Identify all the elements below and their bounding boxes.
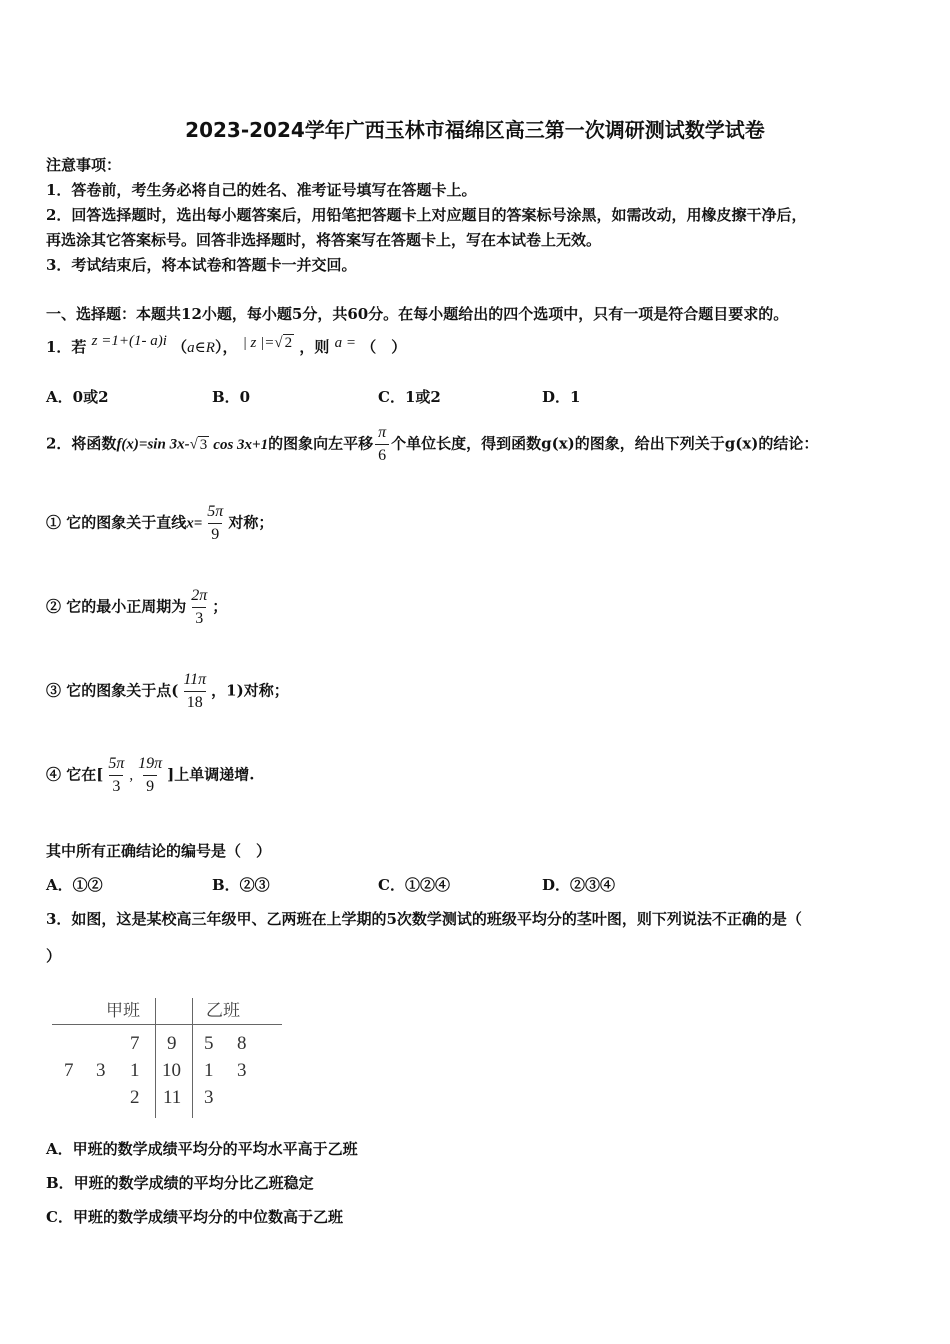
q2-s4-fraction-2: $\frac{19\pi}{9}$ xyxy=(138,755,163,795)
question-2 xyxy=(46,424,818,465)
q2-option-b: B．②③ xyxy=(212,876,270,894)
q2-statement-1: ① 它的图象关于直线x= $\frac{5\pi}{9}$ 对称； xyxy=(46,503,274,543)
q2-s4-fraction-1: $\frac{5\pi}{3}$ xyxy=(108,755,125,795)
q2-ask: 其中所有正确结论的编号是（ ） xyxy=(46,842,272,860)
leaf-right: 8 xyxy=(237,1033,247,1054)
question-1 xyxy=(46,333,407,357)
q2-rest: 个单位长度，得到函数g(x)的图象，给出下列关于g(x)的结论： xyxy=(391,434,819,453)
q1-expression: z =1+(1- a)i xyxy=(91,333,167,349)
q2-shift-fraction: $\frac{\pi}{6}$ xyxy=(375,424,389,465)
q2-function: f(x)=sin 3x- xyxy=(116,436,190,453)
q2-s2-fraction: $\frac{2\pi}{3}$ xyxy=(191,587,208,627)
stemleaf-header-rule xyxy=(52,1024,282,1025)
q3-option-a: A．甲班的数学成绩平均分的平均水平高于乙班 xyxy=(46,1140,358,1158)
q3-text-line-1: 3．如图，这是某校高三年级甲、乙两班在上学期的5次数学测试的班级平均分的茎叶图，则下列说法不正确的是（ xyxy=(46,910,802,928)
stem-leaf-plot xyxy=(50,990,290,1120)
q2-statement-2: ② 它的最小正周期为 $\frac{2\pi}{3}$ ； xyxy=(46,587,228,627)
q3-option-b: B．甲班的数学成绩的平均分比乙班稳定 xyxy=(46,1174,314,1192)
notice-item-2: 2．回答选择题时，选出每小题答案后，用铅笔把答题卡上对应题目的答案标号涂黑，如需改动，用橡皮擦干净后， xyxy=(46,206,807,224)
q1-condition: a∈R xyxy=(187,340,215,356)
stemleaf-divider-left xyxy=(155,998,156,1118)
q3-option-c: C．甲班的数学成绩平均分的中位数高于乙班 xyxy=(46,1208,343,1226)
stemleaf-left-header: 甲班 xyxy=(106,1001,140,1021)
notice-heading: 注意事项： xyxy=(46,156,122,174)
stemleaf-divider-right xyxy=(192,998,193,1118)
leaf-left: 7 xyxy=(64,1060,74,1081)
q2-option-a: A．①② xyxy=(46,876,103,894)
q2-function-rest: cos 3x+1 xyxy=(213,436,269,453)
section-heading: 一、选择题：本题共12小题，每小题5分，共60分。在每小题给出的四个选项中，只有一项是符合题目要求的。 xyxy=(46,305,789,323)
page-title: 2023-2024学年广西玉林市福绵区高三第一次调研测试数学试卷 xyxy=(185,118,765,142)
q1-option-d: D．1 xyxy=(542,388,581,406)
stem-value: 9 xyxy=(167,1033,177,1054)
q2-s3-fraction: $\frac{11\pi}{18}$ xyxy=(183,671,207,711)
q1-prefix: 1．若 xyxy=(46,338,87,356)
q2-s1-fraction: $\frac{5\pi}{9}$ xyxy=(207,503,224,543)
q3-text-line-2: ） xyxy=(46,947,62,965)
leaf-right: 3 xyxy=(204,1087,214,1108)
q1-option-b: B．0 xyxy=(212,388,251,406)
leaf-left: 2 xyxy=(130,1087,140,1108)
q1-option-c: C．1或2 xyxy=(378,388,441,406)
q2-statement-3: ③ 它的图象关于点( $\frac{11\pi}{18}$ ，1)对称； xyxy=(46,671,289,711)
stem-value: 11 xyxy=(163,1087,182,1108)
stemleaf-right-header: 乙班 xyxy=(206,1001,240,1021)
q2-shift-text: 的图象向左平移 xyxy=(268,434,374,453)
q1-cond-open: （ xyxy=(172,338,188,356)
q1-sqrt: √ 2 xyxy=(274,335,293,351)
notice-item-1: 1．答卷前，考生务必将自己的姓名、准考证号填写在答题卡上。 xyxy=(46,181,477,199)
notice-item-3: 3．考试结束后，将本试卷和答题卡一并交回。 xyxy=(46,256,357,274)
q2-option-c: C．①②④ xyxy=(378,876,450,894)
leaf-left: 7 xyxy=(130,1033,140,1054)
leaf-right: 5 xyxy=(204,1033,214,1054)
leaf-left: 1 xyxy=(130,1060,140,1081)
q2-prefix: 2．将函数 xyxy=(46,434,117,453)
q1-then: ，则 xyxy=(299,338,330,356)
q2-option-d: D．②③④ xyxy=(542,876,616,894)
notice-item-2-cont: 再选涂其它答案标号。回答非选择题时，将答案写在答题卡上，写在本试卷上无效。 xyxy=(46,231,602,249)
q1-modulus: | z |= xyxy=(242,335,275,351)
q1-option-a: A．0或2 xyxy=(46,388,109,406)
leaf-right: 3 xyxy=(237,1060,247,1081)
q2-sqrt: √ 3 xyxy=(189,436,208,453)
stem-value: 10 xyxy=(162,1060,181,1081)
leaf-right: 1 xyxy=(204,1060,214,1081)
q1-variable: a = xyxy=(334,335,356,351)
q1-cond-close: ）， xyxy=(214,338,238,356)
q2-statement-4: ④ 它在[ $\frac{5\pi}{3}$ , $\frac{19\pi}{9}$ ]上单调递增. xyxy=(46,755,255,795)
q1-blank: （ ） xyxy=(361,338,407,356)
leaf-left: 3 xyxy=(96,1060,106,1081)
